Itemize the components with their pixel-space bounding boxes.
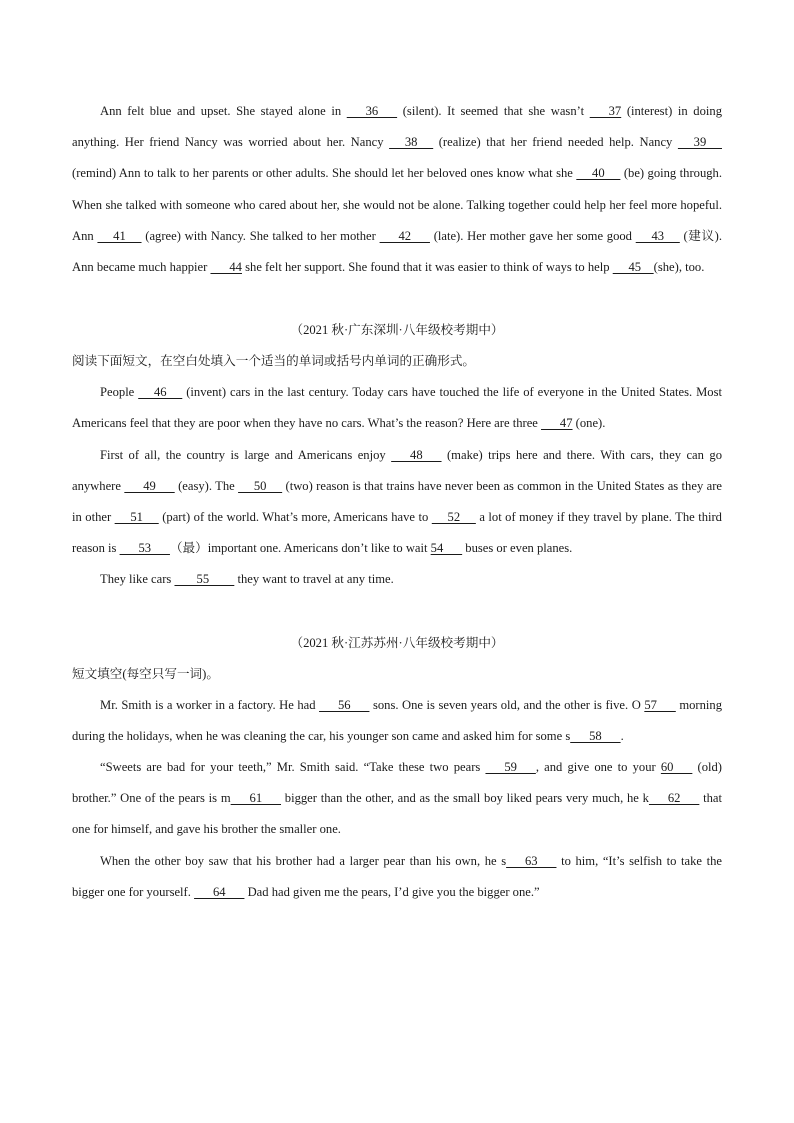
answer-blank: 38 xyxy=(389,135,434,150)
passage-text: (invent) cars in the last century. Today cars have touched the life of everyone in the United States. Most Americans feel that they are poor when they have no cars. What’s the reason? Here are three xyxy=(72,385,722,431)
passage-1-paragraph xyxy=(72,96,722,283)
passage-text: (interest) in doing anything. Her friend Nancy was worried about her. Nancy xyxy=(72,104,722,150)
passage-text: （最）important one. Americans don’t like to wait xyxy=(169,541,431,556)
answer-blank: 43 xyxy=(635,228,680,243)
answer-blank: 47 xyxy=(541,416,573,431)
passage-text: (建议). Ann became much happier xyxy=(72,228,723,275)
answer-blank: 56 xyxy=(319,697,370,712)
passage-text: to him, “It’s selfish to take the bigger one for yourself. xyxy=(72,853,722,899)
passage-text: (one). xyxy=(572,416,606,431)
passage-text: sons. One is seven years old, and the other is five. O xyxy=(369,697,645,712)
passage-text: (two) reason is that trains have never been as common in the United States as they are in other xyxy=(72,478,722,525)
passage-text: buses or even planes. xyxy=(462,541,573,556)
answer-blank: 48 xyxy=(391,447,442,462)
answer-blank: 45 xyxy=(612,260,654,275)
section-2-heading: （2021 秋·广东深圳·八年级校考期中） xyxy=(290,323,504,338)
answer-blank: 57 xyxy=(644,697,676,712)
passage-3-paragraph-1 xyxy=(72,690,722,752)
answer-blank: 55 xyxy=(174,572,235,587)
answer-blank: 37 xyxy=(589,104,622,118)
answer-blank: 63 xyxy=(506,853,557,868)
passage-2-paragraph-3 xyxy=(72,564,722,595)
passage-text: a lot of money if they travel by plane. The third reason is xyxy=(72,510,722,556)
passage-text: bigger than the other, and as the small boy liked pears very much, he k xyxy=(281,791,649,806)
passage-text: she felt her support. She found that it was easier to think of ways to help xyxy=(241,260,613,275)
answer-blank: 60 xyxy=(660,760,693,775)
answer-blank: 64 xyxy=(194,884,245,899)
passage-text: (remind) Ann to talk to her parents or other adults. She should let her beloved ones know what she xyxy=(72,166,577,181)
answer-blank: 41 xyxy=(97,228,142,243)
answer-blank: 58 xyxy=(570,728,621,743)
section-3-instruction: 短文填空(每空只写一词)。 xyxy=(72,666,219,681)
passage-text: “Sweets are bad for your teeth,” Mr. Smith said. “Take these two pears xyxy=(100,760,486,775)
passage-text: that one for himself, and gave his brother the smaller one. xyxy=(72,791,722,837)
answer-blank: 44 xyxy=(210,260,242,275)
answer-blank: 50 xyxy=(238,478,283,493)
passage-text: (easy). The xyxy=(174,478,239,493)
passage-2-paragraph-2 xyxy=(72,440,722,565)
passage-text: (part) of the world. What’s more, Americans have to xyxy=(158,510,432,525)
worksheet-page xyxy=(72,96,722,908)
passage-2-paragraph-1 xyxy=(72,377,722,439)
passage-text: Ann felt blue and upset. She stayed alone in xyxy=(100,104,347,118)
passage-text: (she), too. xyxy=(653,260,705,275)
passage-text: . xyxy=(620,728,624,743)
answer-blank: 40 xyxy=(576,166,621,181)
answer-blank: 36 xyxy=(346,104,398,118)
section-2-instruction: 阅读下面短文，在空白处填入一个适当的单词或括号内单词的正确形式。 xyxy=(72,354,475,369)
answer-blank: 61 xyxy=(230,791,282,806)
answer-blank: 42 xyxy=(379,228,430,243)
answer-blank: 49 xyxy=(124,478,175,493)
answer-blank: 46 xyxy=(138,385,183,400)
answer-blank: 59 xyxy=(485,760,536,775)
passage-text: When the other boy saw that his brother had a larger pear than his own, he s xyxy=(100,853,507,868)
answer-blank: 51 xyxy=(114,510,159,525)
passage-text: morning during the holidays, when he was cleaning the car, his younger son came and asked him for some s xyxy=(72,697,722,743)
passage-text: , and give one to your xyxy=(535,760,661,775)
answer-blank: 39 xyxy=(677,135,722,150)
passage-text: (agree) with Nancy. She talked to her mother xyxy=(141,228,380,243)
answer-blank: 52 xyxy=(431,510,476,525)
passage-text: (make) trips here and there. With cars, they can go anywhere xyxy=(72,447,722,493)
passage-text: First of all, the country is large and Americans enjoy xyxy=(100,447,392,462)
answer-blank: 53 xyxy=(119,541,170,556)
answer-blank: 54 xyxy=(430,541,463,556)
passage-3-paragraph-2 xyxy=(72,752,722,846)
section-3-heading: （2021 秋·江苏苏州·八年级校考期中） xyxy=(290,635,504,650)
passage-text: People xyxy=(100,385,139,400)
passage-text: Dad had given me the pears, I’d give you the bigger one.” xyxy=(244,884,540,899)
passage-text: They like cars xyxy=(100,572,175,587)
passage-text: they want to travel at any time. xyxy=(234,572,394,587)
passage-text: (be) going through. When she talked with someone who cared about her, she would not be alone. Talking together could help her feel more hopeful. Ann xyxy=(72,166,723,243)
passage-text: Mr. Smith is a worker in a factory. He had xyxy=(100,697,320,712)
passage-text: (realize) that her friend needed help. Nancy xyxy=(433,135,678,150)
passage-text: (silent). It seemed that she wasn’t xyxy=(397,104,590,118)
passage-3-paragraph-3 xyxy=(72,846,722,908)
passage-text: (old) brother.” One of the pears is m xyxy=(72,760,722,806)
answer-blank: 62 xyxy=(648,791,700,806)
passage-text: (late). Her mother gave her some good xyxy=(429,228,636,243)
